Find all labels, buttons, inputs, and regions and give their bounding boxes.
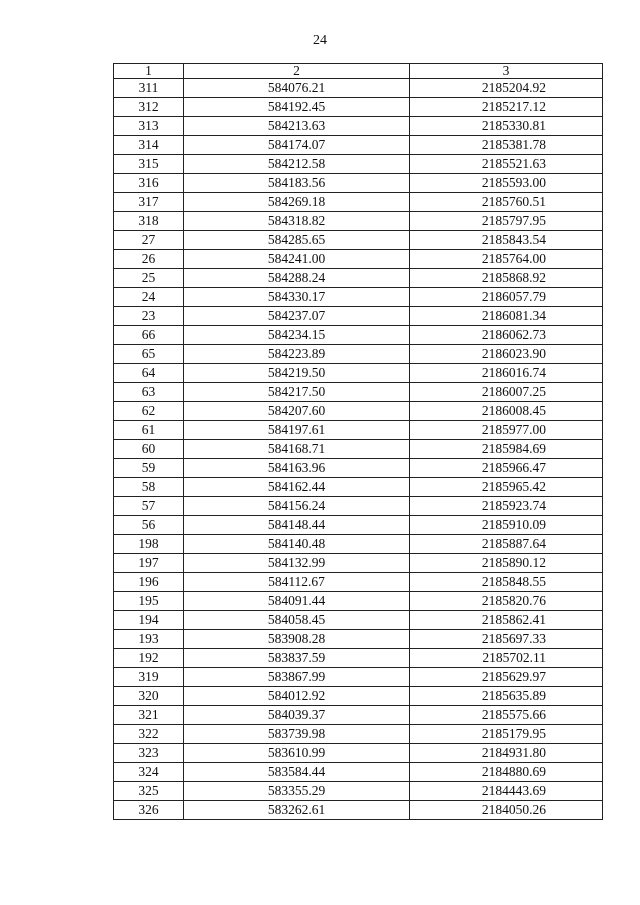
x-coordinate-cell: 584012.92 bbox=[184, 687, 410, 706]
point-number-cell: 193 bbox=[114, 630, 184, 649]
y-coordinate-cell: 2185843.54 bbox=[410, 231, 603, 250]
point-number-cell: 316 bbox=[114, 174, 184, 193]
x-coordinate-cell: 584207.60 bbox=[184, 402, 410, 421]
coordinates-table bbox=[113, 63, 603, 820]
point-number-cell: 58 bbox=[114, 478, 184, 497]
table-row bbox=[114, 155, 603, 174]
table-row bbox=[114, 554, 603, 573]
x-coordinate-cell: 584174.07 bbox=[184, 136, 410, 155]
y-coordinate-cell: 2184443.69 bbox=[410, 782, 603, 801]
x-coordinate-cell: 583610.99 bbox=[184, 744, 410, 763]
point-number-cell: 59 bbox=[114, 459, 184, 478]
x-coordinate-cell: 583837.59 bbox=[184, 649, 410, 668]
x-coordinate-cell: 584217.50 bbox=[184, 383, 410, 402]
table-row bbox=[114, 79, 603, 98]
point-number-cell: 195 bbox=[114, 592, 184, 611]
x-coordinate-cell: 584269.18 bbox=[184, 193, 410, 212]
table-row bbox=[114, 440, 603, 459]
table-row bbox=[114, 801, 603, 820]
table-row bbox=[114, 117, 603, 136]
point-number-cell: 312 bbox=[114, 98, 184, 117]
y-coordinate-cell: 2186008.45 bbox=[410, 402, 603, 421]
point-number-cell: 315 bbox=[114, 155, 184, 174]
x-coordinate-cell: 583908.28 bbox=[184, 630, 410, 649]
table-row bbox=[114, 288, 603, 307]
y-coordinate-cell: 2186062.73 bbox=[410, 326, 603, 345]
point-number-cell: 194 bbox=[114, 611, 184, 630]
x-coordinate-cell: 584183.56 bbox=[184, 174, 410, 193]
y-coordinate-cell: 2185890.12 bbox=[410, 554, 603, 573]
y-coordinate-cell: 2185635.89 bbox=[410, 687, 603, 706]
y-coordinate-cell: 2186007.25 bbox=[410, 383, 603, 402]
table-row bbox=[114, 611, 603, 630]
y-coordinate-cell: 2186081.34 bbox=[410, 307, 603, 326]
point-number-cell: 324 bbox=[114, 763, 184, 782]
x-coordinate-cell: 584112.67 bbox=[184, 573, 410, 592]
y-coordinate-cell: 2185760.51 bbox=[410, 193, 603, 212]
y-coordinate-cell: 2185984.69 bbox=[410, 440, 603, 459]
y-coordinate-cell: 2185910.09 bbox=[410, 516, 603, 535]
point-number-cell: 64 bbox=[114, 364, 184, 383]
table-row bbox=[114, 592, 603, 611]
table-row bbox=[114, 516, 603, 535]
table-row bbox=[114, 478, 603, 497]
point-number-cell: 321 bbox=[114, 706, 184, 725]
y-coordinate-cell: 2185521.63 bbox=[410, 155, 603, 174]
x-coordinate-cell: 584318.82 bbox=[184, 212, 410, 231]
table-row bbox=[114, 459, 603, 478]
table-row bbox=[114, 744, 603, 763]
x-coordinate-cell: 584192.45 bbox=[184, 98, 410, 117]
point-number-cell: 63 bbox=[114, 383, 184, 402]
x-coordinate-cell: 584162.44 bbox=[184, 478, 410, 497]
x-coordinate-cell: 584058.45 bbox=[184, 611, 410, 630]
table-row bbox=[114, 763, 603, 782]
y-coordinate-cell: 2185966.47 bbox=[410, 459, 603, 478]
point-number-cell: 326 bbox=[114, 801, 184, 820]
table-row bbox=[114, 231, 603, 250]
point-number-cell: 60 bbox=[114, 440, 184, 459]
y-coordinate-cell: 2185179.95 bbox=[410, 725, 603, 744]
point-number-cell: 56 bbox=[114, 516, 184, 535]
point-number-cell: 65 bbox=[114, 345, 184, 364]
x-coordinate-cell: 584039.37 bbox=[184, 706, 410, 725]
x-coordinate-cell: 584219.50 bbox=[184, 364, 410, 383]
x-coordinate-cell: 584148.44 bbox=[184, 516, 410, 535]
x-coordinate-cell: 584132.99 bbox=[184, 554, 410, 573]
y-coordinate-cell: 2185629.97 bbox=[410, 668, 603, 687]
x-coordinate-cell: 584163.96 bbox=[184, 459, 410, 478]
y-coordinate-cell: 2185697.33 bbox=[410, 630, 603, 649]
point-number-cell: 320 bbox=[114, 687, 184, 706]
y-coordinate-cell: 2185204.92 bbox=[410, 79, 603, 98]
y-coordinate-cell: 2186023.90 bbox=[410, 345, 603, 364]
point-number-cell: 313 bbox=[114, 117, 184, 136]
table-row bbox=[114, 383, 603, 402]
x-coordinate-cell: 584223.89 bbox=[184, 345, 410, 364]
table-row bbox=[114, 573, 603, 592]
x-coordinate-cell: 584156.24 bbox=[184, 497, 410, 516]
x-coordinate-cell: 583262.61 bbox=[184, 801, 410, 820]
table-row bbox=[114, 630, 603, 649]
x-coordinate-cell: 584288.24 bbox=[184, 269, 410, 288]
y-coordinate-cell: 2184880.69 bbox=[410, 763, 603, 782]
y-coordinate-cell: 2186057.79 bbox=[410, 288, 603, 307]
x-coordinate-cell: 584168.71 bbox=[184, 440, 410, 459]
table-row bbox=[114, 136, 603, 155]
point-number-cell: 27 bbox=[114, 231, 184, 250]
point-number-cell: 323 bbox=[114, 744, 184, 763]
x-coordinate-cell: 584237.07 bbox=[184, 307, 410, 326]
table-row bbox=[114, 782, 603, 801]
table-row bbox=[114, 193, 603, 212]
table-row bbox=[114, 421, 603, 440]
x-coordinate-cell: 583355.29 bbox=[184, 782, 410, 801]
x-coordinate-cell: 584091.44 bbox=[184, 592, 410, 611]
table-row bbox=[114, 269, 603, 288]
point-number-cell: 57 bbox=[114, 497, 184, 516]
page-number: 24 bbox=[313, 33, 327, 48]
x-coordinate-cell: 583739.98 bbox=[184, 725, 410, 744]
table-row bbox=[114, 725, 603, 744]
point-number-cell: 66 bbox=[114, 326, 184, 345]
point-number-cell: 197 bbox=[114, 554, 184, 573]
table-row bbox=[114, 687, 603, 706]
table-row bbox=[114, 250, 603, 269]
point-number-cell: 61 bbox=[114, 421, 184, 440]
point-number-cell: 23 bbox=[114, 307, 184, 326]
y-coordinate-cell: 2185820.76 bbox=[410, 592, 603, 611]
y-coordinate-cell: 2186016.74 bbox=[410, 364, 603, 383]
column-header-x-coordinate: 2 bbox=[184, 64, 410, 79]
y-coordinate-cell: 2185593.00 bbox=[410, 174, 603, 193]
x-coordinate-cell: 584285.65 bbox=[184, 231, 410, 250]
y-coordinate-cell: 2185977.00 bbox=[410, 421, 603, 440]
table-row bbox=[114, 364, 603, 383]
point-number-cell: 25 bbox=[114, 269, 184, 288]
table-row bbox=[114, 668, 603, 687]
table-row bbox=[114, 402, 603, 421]
point-number-cell: 319 bbox=[114, 668, 184, 687]
table-row bbox=[114, 345, 603, 364]
y-coordinate-cell: 2185862.41 bbox=[410, 611, 603, 630]
y-coordinate-cell: 2185330.81 bbox=[410, 117, 603, 136]
x-coordinate-cell: 584197.61 bbox=[184, 421, 410, 440]
table-row bbox=[114, 706, 603, 725]
x-coordinate-cell: 584234.15 bbox=[184, 326, 410, 345]
table-row bbox=[114, 535, 603, 554]
x-coordinate-cell: 584212.58 bbox=[184, 155, 410, 174]
table-row bbox=[114, 212, 603, 231]
y-coordinate-cell: 2185887.64 bbox=[410, 535, 603, 554]
x-coordinate-cell: 584241.00 bbox=[184, 250, 410, 269]
point-number-cell: 322 bbox=[114, 725, 184, 744]
x-coordinate-cell: 584213.63 bbox=[184, 117, 410, 136]
point-number-cell: 192 bbox=[114, 649, 184, 668]
y-coordinate-cell: 2184931.80 bbox=[410, 744, 603, 763]
point-number-cell: 318 bbox=[114, 212, 184, 231]
point-number-cell: 314 bbox=[114, 136, 184, 155]
point-number-cell: 196 bbox=[114, 573, 184, 592]
y-coordinate-cell: 2184050.26 bbox=[410, 801, 603, 820]
table-row bbox=[114, 174, 603, 193]
y-coordinate-cell: 2185702.11 bbox=[410, 649, 603, 668]
y-coordinate-cell: 2185764.00 bbox=[410, 250, 603, 269]
y-coordinate-cell: 2185965.42 bbox=[410, 478, 603, 497]
point-number-cell: 62 bbox=[114, 402, 184, 421]
table-row bbox=[114, 326, 603, 345]
table-header-row bbox=[114, 64, 603, 79]
x-coordinate-cell: 583584.44 bbox=[184, 763, 410, 782]
y-coordinate-cell: 2185575.66 bbox=[410, 706, 603, 725]
point-number-cell: 26 bbox=[114, 250, 184, 269]
y-coordinate-cell: 2185381.78 bbox=[410, 136, 603, 155]
y-coordinate-cell: 2185797.95 bbox=[410, 212, 603, 231]
table-row bbox=[114, 497, 603, 516]
table-row bbox=[114, 98, 603, 117]
y-coordinate-cell: 2185848.55 bbox=[410, 573, 603, 592]
table-row bbox=[114, 649, 603, 668]
y-coordinate-cell: 2185923.74 bbox=[410, 497, 603, 516]
table-row bbox=[114, 307, 603, 326]
point-number-cell: 198 bbox=[114, 535, 184, 554]
column-header-point-number: 1 bbox=[114, 64, 184, 79]
point-number-cell: 317 bbox=[114, 193, 184, 212]
y-coordinate-cell: 2185868.92 bbox=[410, 269, 603, 288]
x-coordinate-cell: 584330.17 bbox=[184, 288, 410, 307]
point-number-cell: 325 bbox=[114, 782, 184, 801]
column-header-y-coordinate: 3 bbox=[410, 64, 603, 79]
table-body bbox=[114, 79, 603, 820]
point-number-cell: 24 bbox=[114, 288, 184, 307]
x-coordinate-cell: 584076.21 bbox=[184, 79, 410, 98]
x-coordinate-cell: 583867.99 bbox=[184, 668, 410, 687]
y-coordinate-cell: 2185217.12 bbox=[410, 98, 603, 117]
point-number-cell: 311 bbox=[114, 79, 184, 98]
x-coordinate-cell: 584140.48 bbox=[184, 535, 410, 554]
